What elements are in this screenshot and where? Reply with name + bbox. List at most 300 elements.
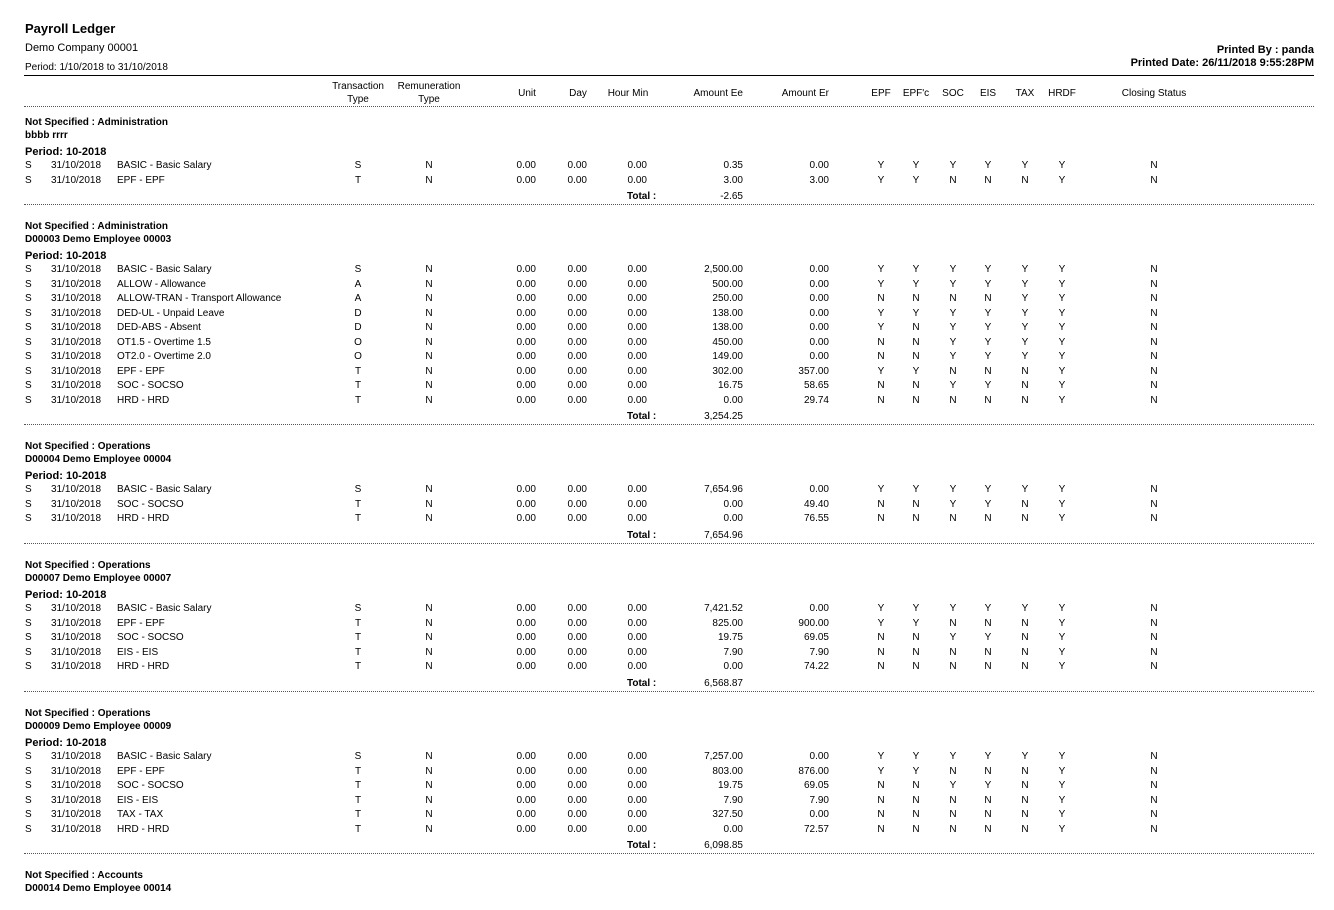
cell-amount-ee: 302.00	[712, 365, 743, 377]
cell-epf: Y	[877, 322, 885, 333]
cell-soc: N	[949, 661, 957, 672]
cell-epfc: N	[912, 380, 920, 391]
table-row	[0, 264, 1334, 278]
cell-date: 31/10/2018	[51, 322, 102, 333]
cell-day: 0.00	[567, 307, 587, 319]
cell-tax: Y	[1021, 351, 1029, 362]
cell-hour-min: 0.00	[627, 394, 647, 406]
department-label: Not Specified : Administration	[25, 221, 168, 232]
col-header-hour-min: Hour Min	[607, 88, 649, 99]
cell-epfc: Y	[912, 617, 920, 629]
cell-day: 0.00	[567, 765, 587, 777]
cell-post-status: S	[25, 293, 32, 304]
cell-amount-er: 0.00	[809, 293, 829, 304]
cell-amount-er: 357.00	[798, 365, 829, 377]
cell-item: SOC - SOCSO	[117, 632, 184, 643]
table-row	[0, 395, 1334, 409]
cell-epfc: Y	[912, 307, 920, 319]
cell-date: 31/10/2018	[51, 809, 102, 820]
cell-tax: N	[1021, 498, 1029, 510]
cell-transaction-type: T	[354, 513, 362, 524]
cell-eis: N	[984, 794, 992, 806]
cell-soc: N	[949, 293, 957, 304]
printed-by: Printed By : panda	[1216, 44, 1314, 56]
cell-post-status: S	[25, 484, 32, 495]
cell-transaction-type: S	[354, 160, 362, 171]
cell-item: OT1.5 - Overtime 1.5	[117, 336, 211, 348]
cell-epfc: N	[912, 293, 920, 304]
cell-epf: N	[877, 794, 885, 806]
total-value: -2.65	[720, 191, 743, 202]
cell-amount-ee: 250.00	[712, 293, 743, 304]
cell-transaction-type: T	[354, 646, 362, 658]
cell-tax: N	[1021, 174, 1029, 186]
cell-hrdf: Y	[1058, 307, 1066, 319]
cell-eis: Y	[984, 780, 992, 791]
cell-unit: 0.00	[516, 307, 536, 319]
cell-unit: 0.00	[516, 661, 536, 672]
employee-label: D00009 Demo Employee 00009	[25, 721, 172, 732]
cell-date: 31/10/2018	[51, 160, 102, 171]
cell-remuneration-type: N	[425, 394, 433, 406]
cell-day: 0.00	[567, 603, 587, 614]
cell-remuneration-type: N	[425, 765, 433, 777]
table-row	[0, 322, 1334, 336]
cell-hrdf: Y	[1058, 498, 1066, 510]
cell-epf: Y	[877, 174, 885, 186]
cell-epf: Y	[877, 264, 885, 275]
cell-remuneration-type: N	[425, 174, 433, 186]
cell-hour-min: 0.00	[627, 365, 647, 377]
cell-amount-er: 7.90	[809, 646, 829, 658]
cell-eis: N	[984, 809, 992, 820]
cell-unit: 0.00	[516, 617, 536, 629]
cell-closing-status: N	[1150, 513, 1158, 524]
cell-remuneration-type: N	[425, 603, 433, 614]
table-row	[0, 308, 1334, 322]
col-header-amount-er: Amount Er	[781, 88, 829, 99]
cell-post-status: S	[25, 160, 32, 171]
cell-hour-min: 0.00	[627, 794, 647, 806]
cell-amount-er: 74.22	[803, 661, 829, 672]
col-header-amount-ee: Amount Ee	[693, 88, 743, 99]
cell-epfc: N	[912, 336, 920, 348]
cell-hour-min: 0.00	[627, 307, 647, 319]
cell-amount-er: 876.00	[798, 765, 829, 777]
company-name: Demo Company 00001	[25, 42, 139, 54]
cell-tax: Y	[1021, 484, 1029, 495]
cell-day: 0.00	[567, 264, 587, 275]
cell-hrdf: Y	[1058, 780, 1066, 791]
cell-amount-er: 7.90	[809, 794, 829, 806]
cell-remuneration-type: N	[425, 617, 433, 629]
cell-hour-min: 0.00	[627, 380, 647, 391]
cell-hrdf: Y	[1058, 751, 1066, 762]
cell-remuneration-type: N	[425, 264, 433, 275]
table-row	[0, 809, 1334, 823]
cell-amount-ee: 825.00	[712, 617, 743, 629]
cell-hrdf: Y	[1058, 513, 1066, 524]
cell-amount-er: 0.00	[809, 264, 829, 275]
cell-hour-min: 0.00	[627, 513, 647, 524]
cell-remuneration-type: N	[425, 780, 433, 791]
table-row	[0, 751, 1334, 765]
cell-item: TAX - TAX	[117, 809, 164, 820]
cell-closing-status: N	[1150, 661, 1158, 672]
cell-unit: 0.00	[516, 780, 536, 791]
cell-soc: N	[949, 394, 957, 406]
department-label: Not Specified : Operations	[25, 708, 151, 719]
cell-post-status: S	[25, 632, 32, 643]
cell-amount-ee: 7,654.96	[704, 484, 743, 495]
cell-transaction-type: D	[354, 322, 362, 333]
cell-epfc: N	[912, 823, 920, 835]
table-row	[0, 795, 1334, 809]
cell-day: 0.00	[567, 780, 587, 791]
cell-remuneration-type: N	[425, 293, 433, 304]
cell-hrdf: Y	[1058, 617, 1066, 629]
cell-hour-min: 0.00	[627, 484, 647, 495]
cell-hrdf: Y	[1058, 160, 1066, 171]
separator	[24, 106, 1314, 107]
cell-day: 0.00	[567, 617, 587, 629]
table-row	[0, 824, 1334, 838]
employee-label: D00004 Demo Employee 00004	[25, 454, 172, 465]
cell-hrdf: Y	[1058, 484, 1066, 495]
cell-eis: Y	[984, 498, 992, 510]
cell-transaction-type: S	[354, 751, 362, 762]
cell-item: HRD - HRD	[117, 394, 170, 406]
cell-hour-min: 0.00	[627, 498, 647, 510]
cell-unit: 0.00	[516, 351, 536, 362]
cell-amount-er: 900.00	[798, 617, 829, 629]
cell-tax: N	[1021, 365, 1029, 377]
cell-day: 0.00	[567, 322, 587, 333]
cell-day: 0.00	[567, 336, 587, 348]
cell-soc: Y	[949, 632, 957, 643]
cell-soc: Y	[949, 336, 957, 348]
cell-closing-status: N	[1150, 794, 1158, 806]
cell-eis: N	[984, 174, 992, 186]
cell-hour-min: 0.00	[627, 278, 647, 290]
period-label: Period: 10-2018	[25, 146, 107, 158]
cell-unit: 0.00	[516, 513, 536, 524]
cell-item: DED-ABS - Absent	[117, 322, 201, 333]
cell-transaction-type: T	[354, 394, 362, 406]
cell-remuneration-type: N	[425, 632, 433, 643]
cell-unit: 0.00	[516, 380, 536, 391]
cell-day: 0.00	[567, 174, 587, 186]
cell-hour-min: 0.00	[627, 160, 647, 171]
cell-epfc: Y	[912, 278, 920, 290]
cell-day: 0.00	[567, 823, 587, 835]
separator	[24, 691, 1314, 692]
cell-hour-min: 0.00	[627, 632, 647, 643]
cell-epf: N	[877, 661, 885, 672]
cell-transaction-type: A	[354, 293, 362, 304]
cell-soc: Y	[949, 264, 957, 275]
cell-soc: N	[949, 809, 957, 820]
cell-unit: 0.00	[516, 484, 536, 495]
cell-day: 0.00	[567, 794, 587, 806]
cell-post-status: S	[25, 336, 32, 348]
cell-unit: 0.00	[516, 160, 536, 171]
cell-date: 31/10/2018	[51, 765, 102, 777]
cell-soc: Y	[949, 780, 957, 791]
cell-transaction-type: S	[354, 484, 362, 495]
cell-date: 31/10/2018	[51, 484, 102, 495]
cell-unit: 0.00	[516, 394, 536, 406]
cell-closing-status: N	[1150, 394, 1158, 406]
cell-closing-status: N	[1150, 336, 1158, 348]
cell-post-status: S	[25, 513, 32, 524]
cell-day: 0.00	[567, 646, 587, 658]
separator	[24, 543, 1314, 544]
cell-item: BASIC - Basic Salary	[117, 603, 212, 614]
cell-closing-status: N	[1150, 264, 1158, 275]
cell-transaction-type: T	[354, 174, 362, 186]
cell-eis: N	[984, 293, 992, 304]
table-row	[0, 337, 1334, 351]
cell-amount-er: 3.00	[809, 174, 829, 186]
cell-amount-er: 0.00	[809, 351, 829, 362]
department-label: Not Specified : Operations	[25, 560, 151, 571]
cell-tax: Y	[1021, 603, 1029, 614]
period-label: Period: 10-2018	[25, 250, 107, 262]
cell-hour-min: 0.00	[627, 823, 647, 835]
cell-item: OT2.0 - Overtime 2.0	[117, 351, 211, 362]
cell-remuneration-type: N	[425, 661, 433, 672]
cell-closing-status: N	[1150, 632, 1158, 643]
cell-eis: Y	[984, 278, 992, 290]
cell-tax: N	[1021, 513, 1029, 524]
cell-hrdf: Y	[1058, 380, 1066, 391]
cell-epf: Y	[877, 751, 885, 762]
cell-unit: 0.00	[516, 823, 536, 835]
cell-amount-er: 72.57	[803, 823, 829, 835]
cell-post-status: S	[25, 498, 32, 510]
cell-closing-status: N	[1150, 174, 1158, 186]
cell-day: 0.00	[567, 484, 587, 495]
cell-epf: N	[877, 380, 885, 391]
cell-remuneration-type: N	[425, 336, 433, 348]
cell-amount-er: 49.40	[803, 498, 829, 510]
cell-eis: N	[984, 365, 992, 377]
cell-epf: N	[877, 809, 885, 820]
cell-hour-min: 0.00	[627, 603, 647, 614]
cell-amount-er: 0.00	[809, 484, 829, 495]
cell-transaction-type: T	[354, 794, 362, 806]
cell-item: SOC - SOCSO	[117, 780, 184, 791]
cell-eis: Y	[984, 264, 992, 275]
cell-hrdf: Y	[1058, 661, 1066, 672]
cell-amount-ee: 0.00	[723, 823, 743, 835]
department-label: Not Specified : Administration	[25, 117, 168, 128]
cell-hrdf: Y	[1058, 765, 1066, 777]
cell-closing-status: N	[1150, 160, 1158, 171]
cell-eis: N	[984, 617, 992, 629]
cell-unit: 0.00	[516, 174, 536, 186]
cell-soc: Y	[949, 351, 957, 362]
cell-remuneration-type: N	[425, 751, 433, 762]
cell-closing-status: N	[1150, 751, 1158, 762]
cell-tax: Y	[1021, 307, 1029, 319]
cell-tax: Y	[1021, 160, 1029, 171]
cell-closing-status: N	[1150, 278, 1158, 290]
cell-epf: N	[877, 646, 885, 658]
total-label: Total :	[627, 840, 657, 851]
col-header-unit: Unit	[518, 88, 536, 99]
cell-transaction-type: T	[354, 780, 362, 791]
employee-label: D00003 Demo Employee 00003	[25, 234, 172, 245]
cell-transaction-type: D	[354, 307, 362, 319]
cell-eis: Y	[984, 751, 992, 762]
cell-eis: N	[984, 513, 992, 524]
cell-date: 31/10/2018	[51, 380, 102, 391]
cell-soc: Y	[949, 751, 957, 762]
table-row	[0, 160, 1334, 174]
cell-post-status: S	[25, 365, 32, 377]
cell-hrdf: Y	[1058, 336, 1066, 348]
cell-eis: N	[984, 394, 992, 406]
period-range: Period: 1/10/2018 to 31/10/2018	[25, 62, 168, 73]
cell-soc: N	[949, 765, 957, 777]
cell-closing-status: N	[1150, 365, 1158, 377]
cell-date: 31/10/2018	[51, 603, 102, 614]
cell-post-status: S	[25, 661, 32, 672]
printed-date: Printed Date: 26/11/2018 9:55:28PM	[1130, 57, 1314, 69]
cell-hrdf: Y	[1058, 322, 1066, 333]
cell-day: 0.00	[567, 513, 587, 524]
cell-eis: Y	[984, 336, 992, 348]
cell-epfc: Y	[912, 264, 920, 275]
cell-day: 0.00	[567, 632, 587, 643]
cell-epfc: N	[912, 394, 920, 406]
cell-epfc: N	[912, 513, 920, 524]
cell-date: 31/10/2018	[51, 278, 102, 290]
cell-remuneration-type: N	[425, 160, 433, 171]
cell-amount-ee: 7,257.00	[704, 751, 743, 762]
total-label: Total :	[627, 191, 657, 202]
cell-date: 31/10/2018	[51, 794, 102, 806]
cell-amount-ee: 7.90	[723, 646, 743, 658]
cell-hour-min: 0.00	[627, 809, 647, 820]
cell-transaction-type: T	[354, 661, 362, 672]
cell-amount-er: 69.05	[803, 780, 829, 791]
total-label: Total :	[627, 411, 657, 422]
cell-epf: Y	[877, 160, 885, 171]
cell-post-status: S	[25, 307, 32, 319]
cell-epfc: N	[912, 809, 920, 820]
cell-item: BASIC - Basic Salary	[117, 484, 212, 495]
col-header-soc: SOC	[942, 88, 964, 99]
cell-amount-er: 0.00	[809, 603, 829, 614]
total-label: Total :	[627, 529, 657, 541]
cell-soc: N	[949, 365, 957, 377]
cell-closing-status: N	[1150, 484, 1158, 495]
cell-closing-status: N	[1150, 780, 1158, 791]
cell-epfc: N	[912, 322, 920, 333]
cell-epfc: Y	[912, 751, 920, 762]
cell-amount-ee: 0.00	[723, 498, 743, 510]
cell-soc: Y	[949, 380, 957, 391]
total-label: Total :	[627, 677, 657, 689]
cell-epf: Y	[877, 765, 885, 777]
cell-amount-er: 0.00	[809, 278, 829, 290]
cell-date: 31/10/2018	[51, 617, 102, 629]
cell-post-status: S	[25, 603, 32, 614]
table-row	[0, 661, 1334, 675]
cell-closing-status: N	[1150, 765, 1158, 777]
cell-soc: Y	[949, 278, 957, 290]
cell-amount-ee: 7.90	[723, 794, 743, 806]
separator	[24, 853, 1314, 854]
cell-soc: N	[949, 794, 957, 806]
cell-date: 31/10/2018	[51, 646, 102, 658]
cell-date: 31/10/2018	[51, 513, 102, 524]
cell-epf: N	[877, 632, 885, 643]
cell-unit: 0.00	[516, 646, 536, 658]
employee-label: bbbb rrrr	[25, 130, 68, 141]
cell-eis: Y	[984, 307, 992, 319]
cell-day: 0.00	[567, 751, 587, 762]
cell-post-status: S	[25, 264, 32, 275]
cell-date: 31/10/2018	[51, 823, 102, 835]
cell-item: HRD - HRD	[117, 661, 170, 672]
cell-unit: 0.00	[516, 264, 536, 275]
col-header-day: Day	[569, 88, 587, 99]
cell-hour-min: 0.00	[627, 264, 647, 275]
cell-closing-status: N	[1150, 823, 1158, 835]
cell-soc: N	[949, 513, 957, 524]
cell-unit: 0.00	[516, 365, 536, 377]
cell-hrdf: Y	[1058, 603, 1066, 614]
cell-epfc: N	[912, 780, 920, 791]
table-row	[0, 632, 1334, 646]
cell-amount-ee: 0.00	[723, 513, 743, 524]
cell-hrdf: Y	[1058, 394, 1066, 406]
cell-eis: N	[984, 765, 992, 777]
cell-date: 31/10/2018	[51, 661, 102, 672]
cell-eis: N	[984, 823, 992, 835]
cell-unit: 0.00	[516, 751, 536, 762]
cell-closing-status: N	[1150, 603, 1158, 614]
cell-day: 0.00	[567, 365, 587, 377]
cell-epfc: Y	[912, 765, 920, 777]
cell-remuneration-type: N	[425, 809, 433, 820]
cell-hrdf: Y	[1058, 632, 1066, 643]
cell-epfc: N	[912, 498, 920, 510]
cell-tax: N	[1021, 809, 1029, 820]
cell-closing-status: N	[1150, 307, 1158, 319]
cell-eis: Y	[984, 484, 992, 495]
cell-tax: Y	[1021, 278, 1029, 290]
cell-hour-min: 0.00	[627, 293, 647, 304]
cell-unit: 0.00	[516, 278, 536, 290]
cell-amount-ee: 19.75	[717, 632, 743, 643]
cell-transaction-type: T	[354, 823, 362, 835]
cell-date: 31/10/2018	[51, 394, 102, 406]
cell-date: 31/10/2018	[51, 174, 102, 186]
table-row	[0, 513, 1334, 527]
cell-tax: N	[1021, 661, 1029, 672]
cell-item: EPF - EPF	[117, 617, 165, 629]
cell-item: SOC - SOCSO	[117, 498, 184, 510]
cell-closing-status: N	[1150, 498, 1158, 510]
col-header-closing-status: Closing Status	[1121, 88, 1187, 99]
cell-hour-min: 0.00	[627, 617, 647, 629]
cell-amount-er: 29.74	[803, 394, 829, 406]
